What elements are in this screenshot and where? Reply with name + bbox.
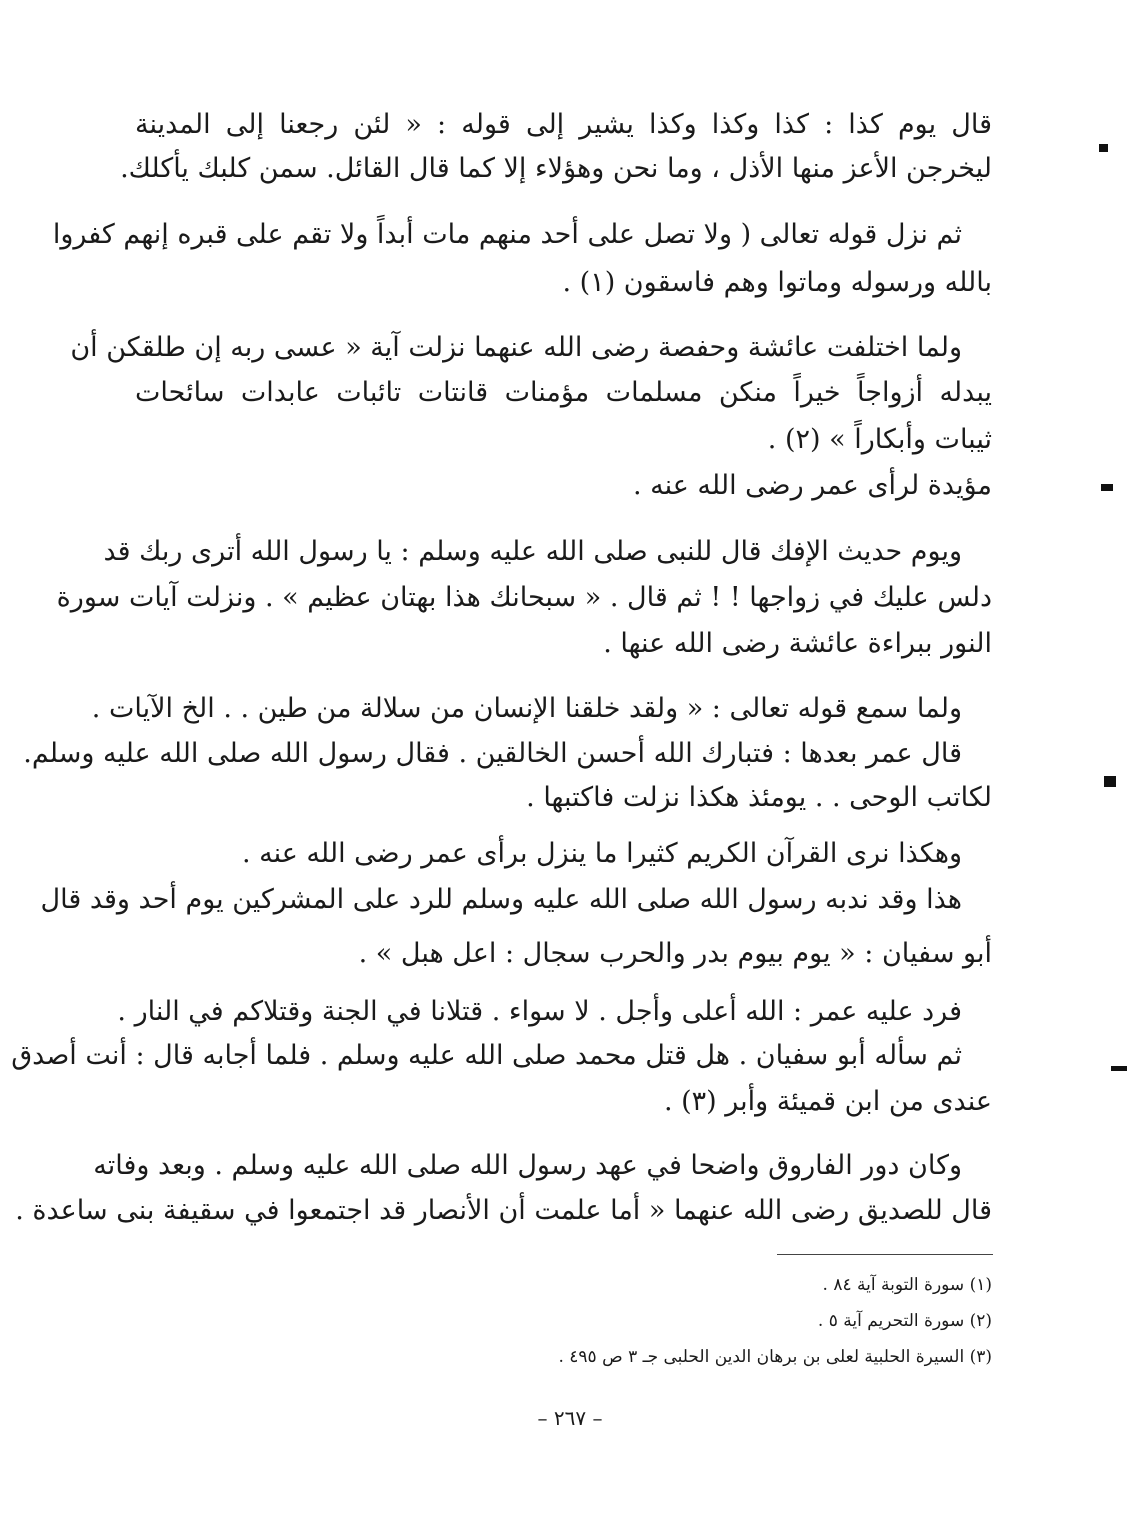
margin-mark (1099, 144, 1108, 152)
text-line: يبدله أزواجاً خيراً منكن مسلمات مؤمنات قانتات تائبات عابدات سائحات (135, 377, 992, 408)
text-line: فرد عليه عمر : الله أعلى وأجل . لا سواء . قتلانا في الجنة وقتلاكم في النار . (117, 996, 962, 1027)
text-line: قال عمر بعدها : فتبارك الله أحسن الخالقين . فقال رسول الله صلى الله عليه وسلم. (23, 738, 962, 769)
text-line: هذا وقد ندبه رسول الله صلى الله عليه وسلم للرد على المشركين يوم أحد وقد قال (40, 884, 962, 915)
text-line: قال للصديق رضى الله عنهما « أما علمت أن الأنصار قد اجتمعوا في سقيفة بنى ساعدة . (15, 1195, 992, 1226)
margin-mark (1104, 776, 1116, 787)
text-line: ثم نزل قوله تعالى ( ولا تصل على أحد منهم مات أبداً ولا تقم على قبره إنهم كفروا (52, 219, 962, 250)
footnote: (٢) سورة التحريم آية ٥ . (817, 1311, 992, 1331)
footnote: (٣) السيرة الحلبية لعلى بن برهان الدين الحلبى جـ ٣ ص ٤٩٥ . (558, 1347, 992, 1367)
margin-mark (1101, 484, 1113, 491)
footnote-separator (777, 1254, 993, 1255)
text-line: قال يوم كذا : كذا وكذا وكذا يشير إلى قوله : « لئن رجعنا إلى المدينة (135, 109, 992, 140)
footnote: (١) سورة التوبة آية ٨٤ . (822, 1275, 992, 1295)
text-line: ثم سأله أبو سفيان . هل قتل محمد صلى الله عليه وسلم . فلما أجابه قال : أنت أصدق (11, 1040, 962, 1071)
text-line: وكان دور الفاروق واضحا في عهد رسول الله صلى الله عليه وسلم . وبعد وفاته (93, 1150, 962, 1181)
text-line: ولما اختلفت عائشة وحفصة رضى الله عنهما نزلت آية « عسى ربه إن طلقكن أن (70, 332, 962, 363)
page-number: – ٢٦٧ – (537, 1406, 603, 1430)
text-line: لكاتب الوحى . . يومئذ هكذا نزلت فاكتبها . (526, 782, 992, 813)
text-line: ثيبات وأبكاراً » (٢) . (767, 424, 992, 455)
text-line: ليخرجن الأعز منها الأذل ، وما نحن وهؤلاء إلا كما قال القائل. سمن كلبك يأكلك. (120, 153, 992, 184)
text-line: النور ببراءة عائشة رضى الله عنها . (603, 628, 992, 659)
text-line: ويوم حديث الإفك قال للنبى صلى الله عليه وسلم : يا رسول الله أترى ربك قد (103, 536, 962, 567)
text-line: دلس عليك في زواجها ! ! ثم قال . « سبحانك هذا بهتان عظيم » . ونزلت آيات سورة (56, 582, 992, 613)
text-line: مؤيدة لرأى عمر رضى الله عنه . (632, 470, 992, 501)
text-line: وهكذا نرى القرآن الكريم كثيرا ما ينزل برأى عمر رضى الله عنه . (241, 838, 962, 869)
text-line: أبو سفيان : « يوم بيوم بدر والحرب سجال : اعل هبل » . (358, 938, 992, 969)
text-line: ولما سمع قوله تعالى : « ولقد خلقنا الإنسان من سلالة من طين . . الخ الآيات . (91, 693, 962, 724)
text-line: عندى من ابن قميئة وأبر (٣) . (663, 1086, 992, 1117)
text-line: بالله ورسوله وماتوا وهم فاسقون (١) . (562, 267, 992, 298)
margin-mark (1111, 1066, 1127, 1071)
